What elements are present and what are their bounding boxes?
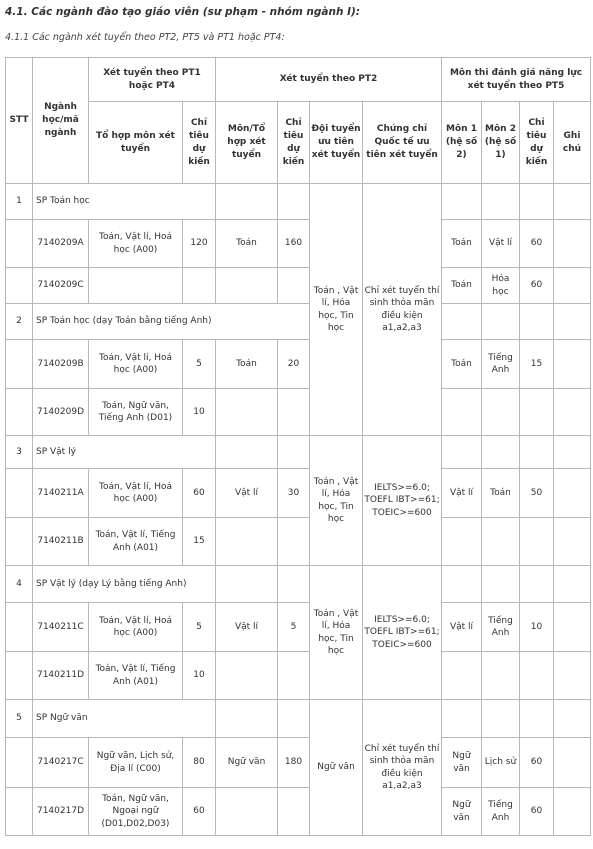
header-stt: STT [6, 58, 33, 184]
stt-cell: 2 [6, 304, 33, 340]
section-heading: 4.1. Các ngành đào tạo giáo viên (sư phạm - nhóm ngành I): [5, 6, 361, 18]
quota5-cell: 60 [520, 268, 554, 304]
m2-cell: Vật lí [482, 220, 520, 268]
quota2-cell: 20 [278, 340, 310, 389]
header-pt5-subject1: Môn 1 (hệ số 2) [442, 102, 482, 184]
table-row [6, 788, 591, 836]
combo-cell: Toán, Vật lí, Hoá học (A00) [89, 220, 183, 268]
section-name: SP Vật lý [33, 436, 216, 469]
admission-table [5, 57, 591, 836]
quota5-cell: 50 [520, 469, 554, 518]
section-row [6, 566, 591, 603]
header-major: Ngành học/mã ngành [33, 58, 89, 184]
header-pt1-group: Xét tuyển theo PT1 hoặc PT4 [89, 58, 216, 102]
table-row [6, 603, 591, 652]
section-name: SP Vật lý (dạy Lý bằng tiếng Anh) [33, 566, 216, 603]
header-pt2-subject: Môn/Tổ hợp xét tuyển [216, 102, 278, 184]
code-cell: 7140211C [33, 603, 89, 652]
table-row [6, 652, 591, 700]
quota1-cell: 15 [183, 518, 216, 566]
header-pt1-combo: Tổ hợp môn xét tuyển [89, 102, 183, 184]
m1-cell: Toán [442, 220, 482, 268]
section-name: SP Toán học [33, 184, 216, 220]
code-cell: 7140209C [33, 268, 89, 304]
stt-cell: 3 [6, 436, 33, 469]
quota1-cell: 10 [183, 389, 216, 436]
section-name: SP Ngữ văn [33, 700, 216, 738]
subject2-cell: Vật lí [216, 603, 278, 652]
table-row [6, 268, 591, 304]
header-pt5-group: Môn thi đánh giá năng lực xét tuyển theo PT5 [442, 58, 591, 102]
combo-cell: Toán, Ngữ văn, Tiếng Anh (D01) [89, 389, 183, 436]
subject2-cell: Toán [216, 340, 278, 389]
m2-cell: Toán [482, 469, 520, 518]
subject2-cell: Vật lí [216, 469, 278, 518]
cert-cell: Chỉ xét tuyển thí sinh thỏa mãn điều kiện a1,a2,a3 [363, 184, 442, 436]
m1-cell: Ngữ văn [442, 788, 482, 836]
team-cell: Toán , Vật lí, Hóa học, Tin học [310, 566, 363, 700]
section-row [6, 184, 591, 220]
code-cell: 7140211A [33, 469, 89, 518]
m1-cell: Toán [442, 268, 482, 304]
m1-cell: Vật lí [442, 469, 482, 518]
table-row [6, 469, 591, 518]
quota1-cell: 5 [183, 603, 216, 652]
table-row [6, 738, 591, 788]
code-cell: 7140211D [33, 652, 89, 700]
code-cell: 7140217C [33, 738, 89, 788]
code-cell: 7140209D [33, 389, 89, 436]
header-pt1-quota: Chỉ tiêu dự kiến [183, 102, 216, 184]
stt-cell: 1 [6, 184, 33, 220]
quota1-cell: 80 [183, 738, 216, 788]
stt-cell: 5 [6, 700, 33, 738]
quota5-cell: 15 [520, 340, 554, 389]
combo-cell: Toán, Ngữ văn, Ngoại ngữ (D01,D02,D03) [89, 788, 183, 836]
m2-cell: Hóa học [482, 268, 520, 304]
quota1-cell: 120 [183, 220, 216, 268]
team-cell: Toán , Vật lí, Hóa học, Tin học [310, 184, 363, 436]
code-cell: 7140211B [33, 518, 89, 566]
code-cell: 7140209A [33, 220, 89, 268]
combo-cell: Toán, Vật lí, Hoá học (A00) [89, 469, 183, 518]
combo-cell: Toán, Vật lí, Tiếng Anh (A01) [89, 518, 183, 566]
stt-cell: 4 [6, 566, 33, 603]
header-note: Ghi chú [554, 102, 591, 184]
combo-cell: Toán, Vật lí, Hoá học (A00) [89, 340, 183, 389]
header-pt5-subject2: Môn 2 (hệ số 1) [482, 102, 520, 184]
section-row [6, 700, 591, 738]
table-row [6, 389, 591, 436]
quota2-cell: 5 [278, 603, 310, 652]
subject2-cell: Ngữ văn [216, 738, 278, 788]
table-row [6, 518, 591, 566]
quota5-cell: 60 [520, 788, 554, 836]
code-cell: 7140209B [33, 340, 89, 389]
quota1-cell: 60 [183, 788, 216, 836]
quota5-cell: 60 [520, 220, 554, 268]
quota1-cell: 5 [183, 340, 216, 389]
quota5-cell: 10 [520, 603, 554, 652]
team-cell: Toán , Vật lí, Hóa học, Tin học [310, 436, 363, 566]
quota2-cell: 180 [278, 738, 310, 788]
m1-cell: Toán [442, 340, 482, 389]
m2-cell: Tiếng Anh [482, 340, 520, 389]
quota2-cell: 30 [278, 469, 310, 518]
header-pt2-group: Xét tuyển theo PT2 [216, 58, 442, 102]
m1-cell: Ngữ văn [442, 738, 482, 788]
cert-cell: Chỉ xét tuyển thí sinh thỏa mãn điều kiện a1,a2,a3 [363, 700, 442, 836]
cert-cell: IELTS>=6.0; TOEFL IBT>=61; TOEIC>=600 [363, 436, 442, 566]
sub-heading: 4.1.1 Các ngành xét tuyển theo PT2, PT5 và PT1 hoặc PT4: [5, 32, 285, 43]
m2-cell: Tiếng Anh [482, 603, 520, 652]
combo-cell: Toán, Vật lí, Hoá học (A00) [89, 603, 183, 652]
code-cell: 7140217D [33, 788, 89, 836]
m2-cell: Lịch sử [482, 738, 520, 788]
header-pt2-quota: Chỉ tiêu dự kiến [278, 102, 310, 184]
quota5-cell: 60 [520, 738, 554, 788]
team-cell: Ngữ văn [310, 700, 363, 836]
header-pt5-quota: Chỉ tiêu dự kiến [520, 102, 554, 184]
quota2-cell: 160 [278, 220, 310, 268]
table-row [6, 340, 591, 389]
quota1-cell: 60 [183, 469, 216, 518]
m2-cell: Tiếng Anh [482, 788, 520, 836]
header-pt2-team: Đội tuyển ưu tiên xét tuyển [310, 102, 363, 184]
section-row [6, 304, 591, 340]
table-row [6, 220, 591, 268]
cert-cell: IELTS>=6.0; TOEFL IBT>=61; TOEIC>=600 [363, 566, 442, 700]
combo-cell: Toán, Vật lí, Tiếng Anh (A01) [89, 652, 183, 700]
combo-cell: Ngữ văn, Lịch sử, Địa lí (C00) [89, 738, 183, 788]
section-row [6, 436, 591, 469]
m1-cell: Vật lí [442, 603, 482, 652]
quota1-cell: 10 [183, 652, 216, 700]
section-name: SP Toán học (dạy Toán bằng tiếng Anh) [33, 304, 310, 340]
subject2-cell: Toán [216, 220, 278, 268]
header-pt2-cert: Chứng chỉ Quốc tế ưu tiên xét tuyển [363, 102, 442, 184]
